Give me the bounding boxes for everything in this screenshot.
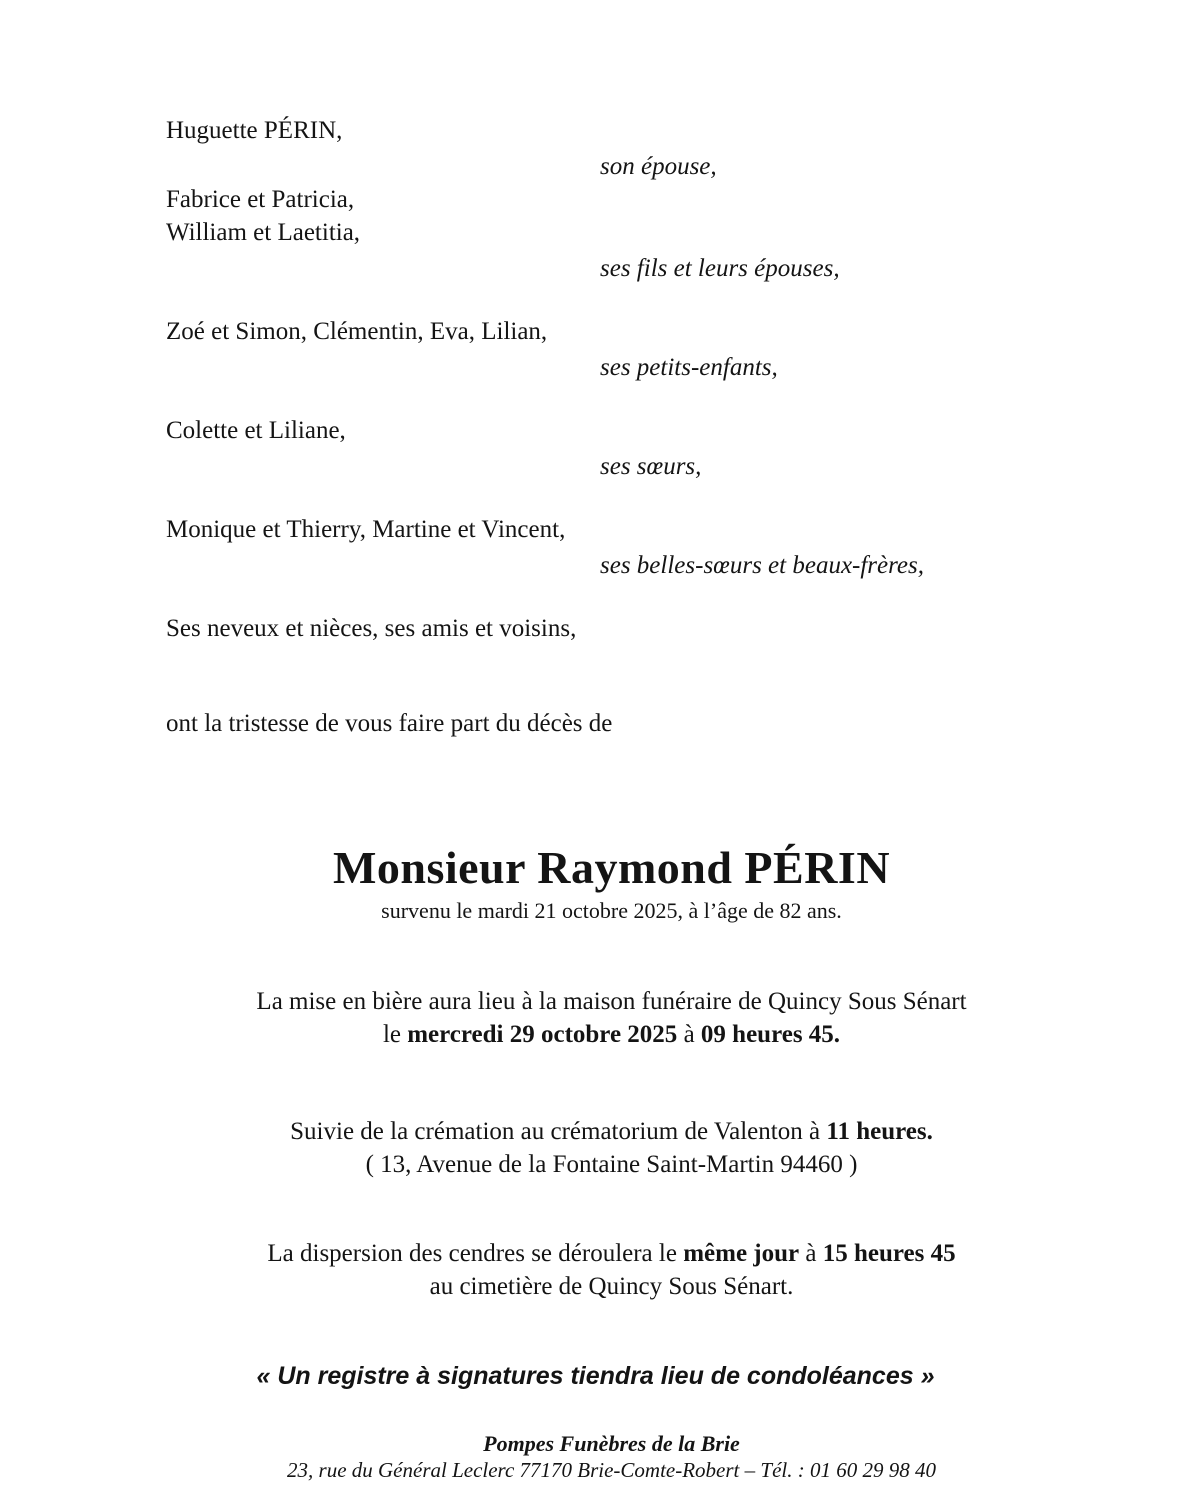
dispersion-paragraph	[0, 1237, 1181, 1303]
relative-group-others	[0, 612, 1181, 645]
cremation-paragraph	[0, 1115, 1181, 1181]
deceased-name: Monsieur Raymond PÉRIN	[332, 842, 891, 893]
dispersion-line1-mid: à	[799, 1240, 823, 1267]
biere-line2-mid: à	[677, 1021, 701, 1048]
relatives-section	[0, 114, 1181, 645]
dispersion-time: 15 heures 45	[822, 1240, 956, 1267]
cremation-time: 11 heures.	[826, 1118, 933, 1145]
relative-group-sons	[0, 183, 1181, 285]
dispersion-line2: au cimetière de Quincy Sous Sénart.	[429, 1273, 794, 1300]
relation-label: son épouse,	[600, 153, 717, 180]
biere-line2-prefix: le	[382, 1021, 408, 1048]
dispersion-day: même jour	[683, 1240, 800, 1267]
relative-names: Monique et Thierry, Martine et Vincent,	[166, 516, 566, 543]
relative-names: Ses neveux et nièces, ses amis et voisins,	[166, 615, 577, 642]
biere-line2	[42, 1018, 1181, 1051]
death-statement: survenu le mardi 21 octobre 2025, à l’âge de 82 ans.	[381, 898, 842, 923]
relation-label: ses belles-sœurs et beaux-frères,	[600, 552, 925, 579]
funeral-home-footer	[0, 1431, 1181, 1483]
cremation-address: ( 13, Avenue de la Fontaine Saint-Martin 94460 )	[365, 1151, 858, 1178]
relative-group-grandchildren	[0, 315, 1181, 384]
register-notice: « Un registre à signatures tiendra lieu de condoléances »	[256, 1362, 935, 1390]
biere-paragraph	[0, 985, 1181, 1051]
dispersion-line1	[42, 1237, 1181, 1270]
dispersion-line1-prefix: La dispersion des cendres se déroulera le	[267, 1240, 684, 1267]
funeral-home-name: Pompes Funèbres de la Brie	[483, 1431, 740, 1456]
relative-group-sisters	[0, 414, 1181, 483]
relative-names: Colette et Liliane,	[166, 417, 346, 444]
funeral-home-address: 23, rue du Général Leclerc 77170 Brie-Comte-Robert – Tél. : 01 60 29 98 40	[287, 1458, 936, 1482]
relative-group-inlaws	[0, 513, 1181, 582]
relation-label: ses sœurs,	[600, 453, 702, 480]
relative-names: Huguette PÉRIN,	[166, 117, 343, 144]
biere-time: 09 heures 45.	[700, 1021, 841, 1048]
biere-line1: La mise en bière aura lieu à la maison funéraire de Quincy Sous Sénart	[256, 988, 967, 1015]
relative-names: Zoé et Simon, Clémentin, Eva, Lilian,	[166, 318, 548, 345]
cremation-line1	[42, 1115, 1181, 1148]
relative-names: William et Laetitia,	[166, 219, 361, 246]
biere-date: mercredi 29 octobre 2025	[407, 1021, 678, 1048]
intro-sentence: ont la tristesse de vous faire part du décès de	[166, 710, 613, 737]
relation-label: ses fils et leurs épouses,	[600, 255, 840, 282]
relation-label: ses petits-enfants,	[600, 354, 778, 381]
cremation-line1-prefix: Suivie de la crémation au crématorium de Valenton à	[290, 1118, 827, 1145]
relative-group-spouse	[0, 114, 1181, 183]
relative-names: Fabrice et Patricia,	[166, 186, 355, 213]
